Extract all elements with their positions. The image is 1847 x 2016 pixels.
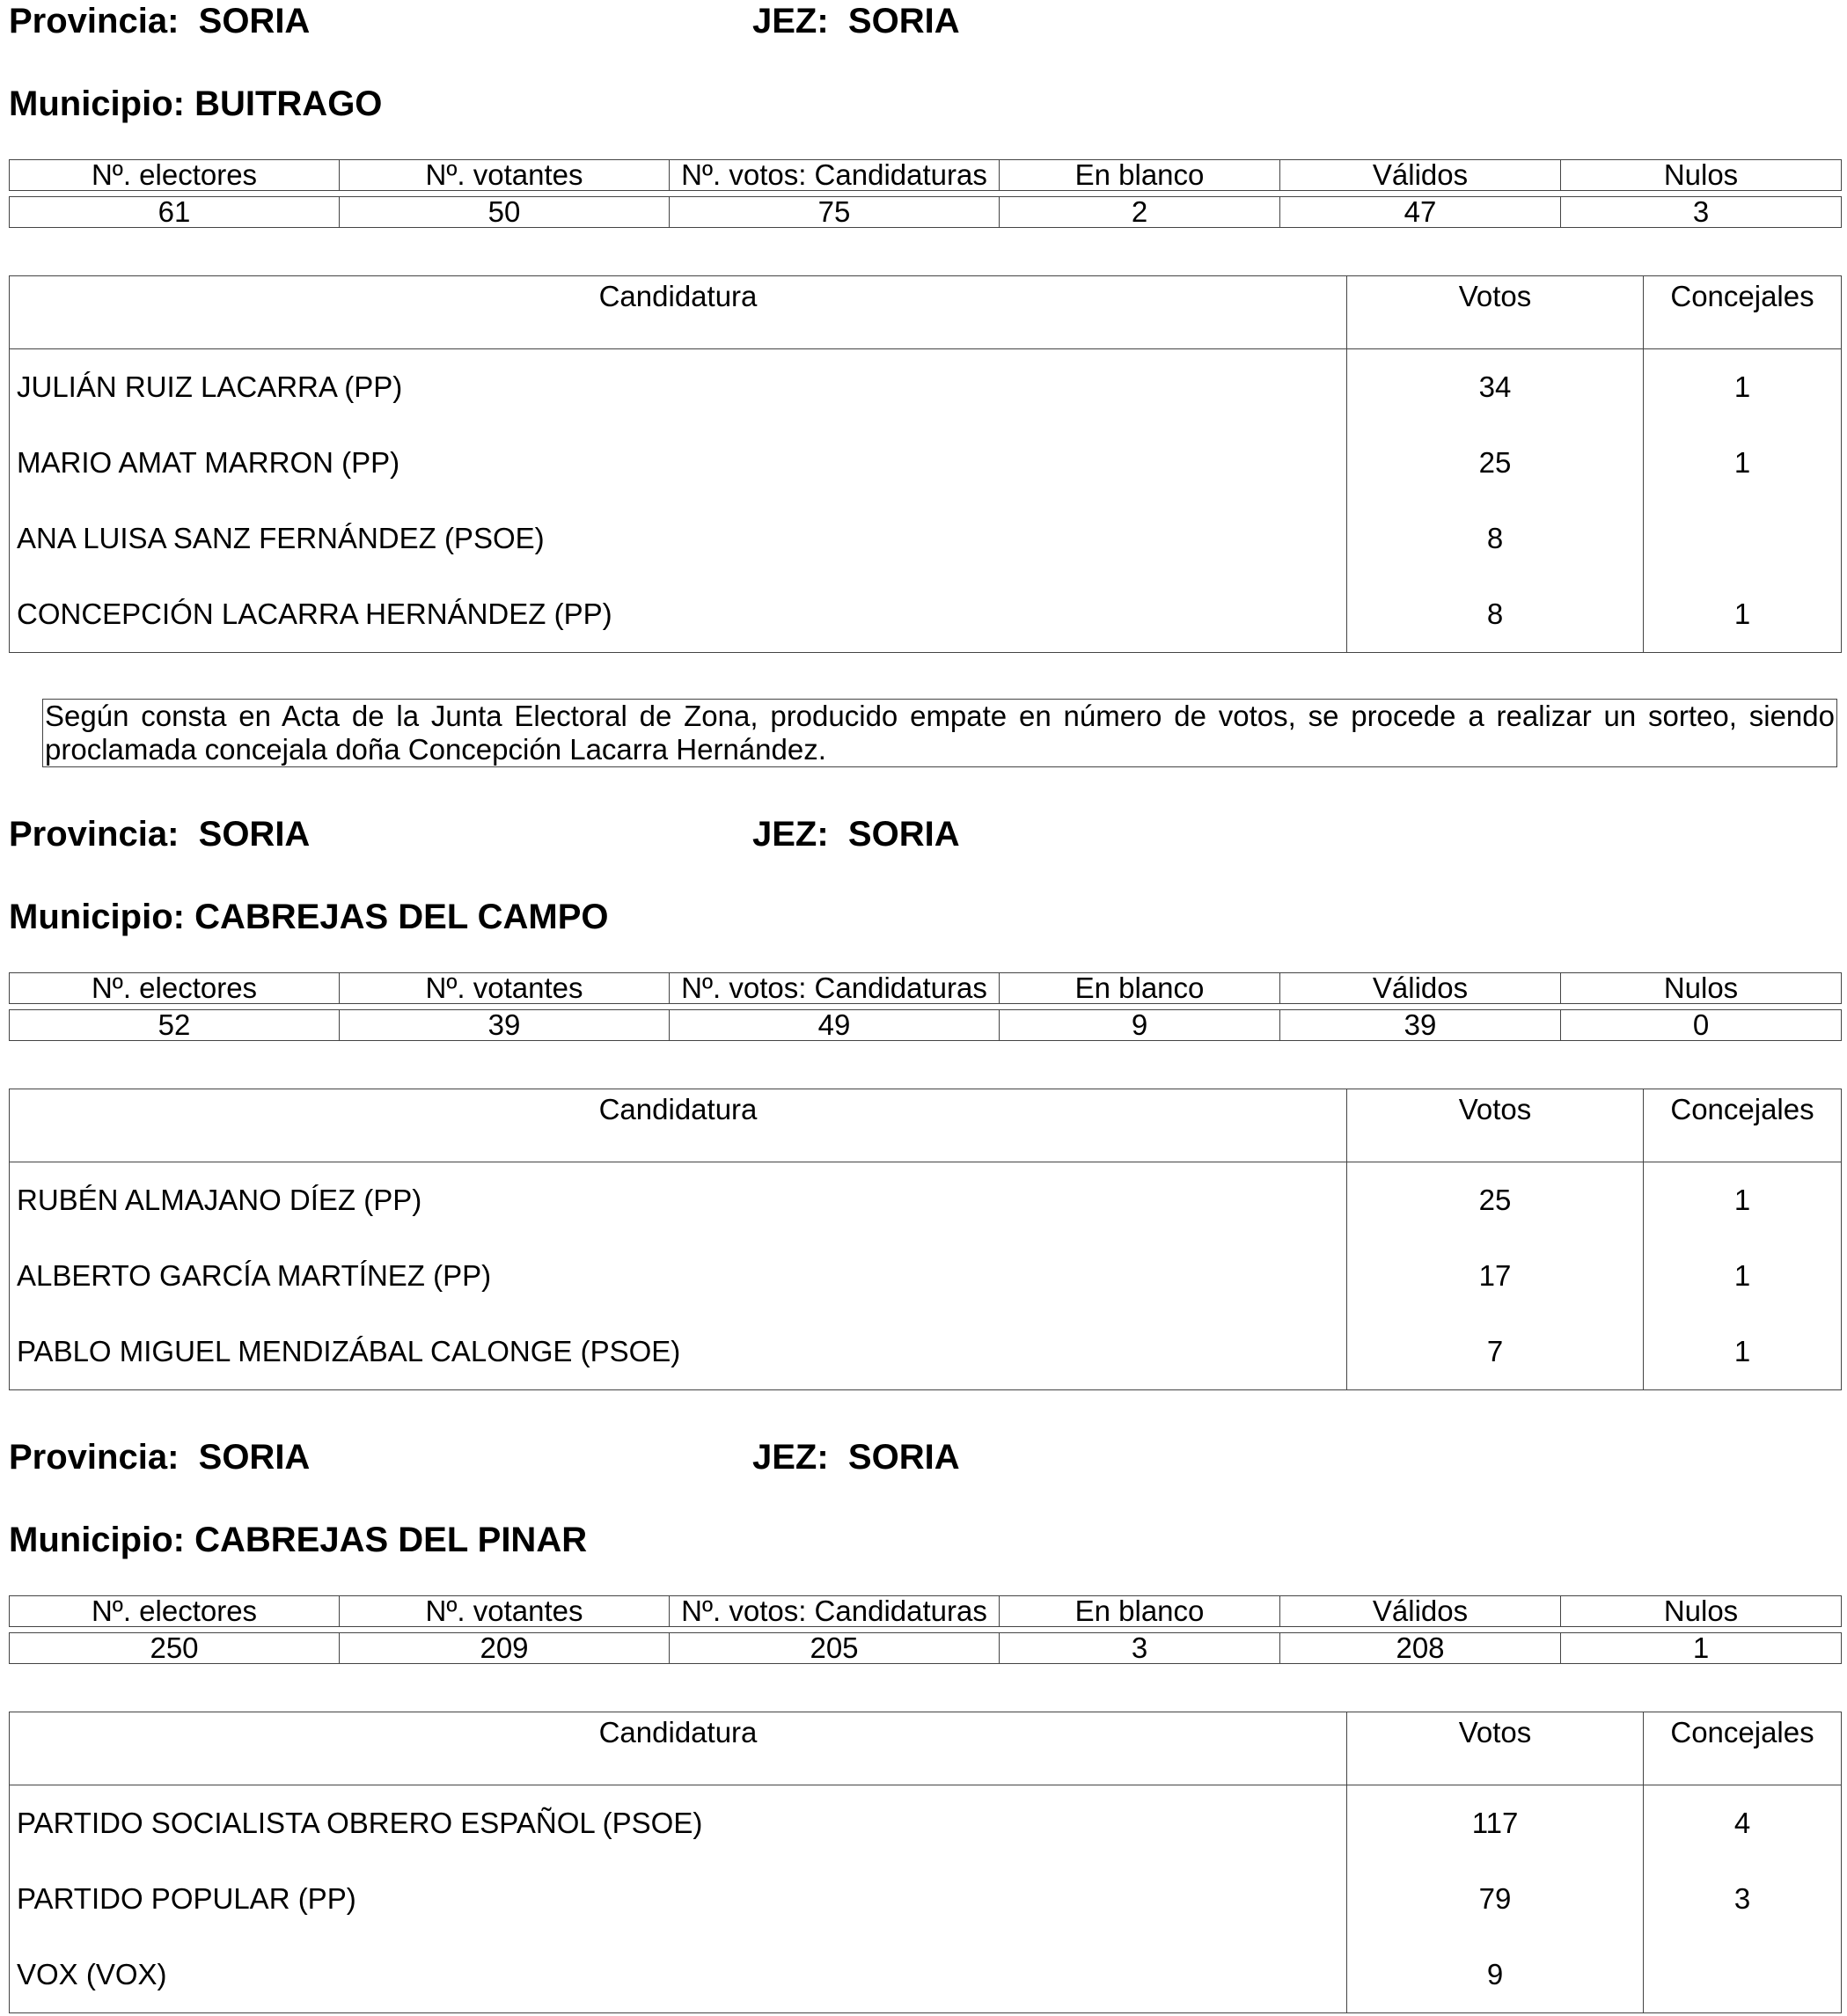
- stats-header-votos: Nº. votos: Candidaturas: [670, 160, 1000, 191]
- candidate-concejales: 1: [1644, 1314, 1842, 1390]
- stats-value-votantes: 50: [340, 197, 670, 228]
- provincia-label: Provincia:: [9, 815, 180, 854]
- municipio-label: Municipio:: [9, 84, 185, 123]
- candidate-concejales: 1: [1644, 425, 1842, 501]
- jez-label: JEZ:: [752, 1438, 829, 1477]
- provincia-value: SORIA: [198, 1438, 311, 1477]
- stats-value-nulos: 1: [1561, 1633, 1842, 1664]
- candidate-votos: 9: [1347, 1937, 1644, 2013]
- candidate-row: [10, 425, 1842, 501]
- jez-group: [752, 1436, 960, 1478]
- candidate-name: PARTIDO POPULAR (PP): [17, 1882, 356, 1915]
- stats-header-nulos: Nulos: [1561, 1596, 1842, 1627]
- stats-value-votos: 205: [670, 1633, 1000, 1664]
- header-concejales: Concejales: [1644, 1712, 1842, 1785]
- candidate-row: [10, 1785, 1842, 1862]
- candidate-votos: 25: [1347, 425, 1644, 501]
- stats-header-electores: Nº. electores: [10, 1596, 340, 1627]
- stats-header-votantes: Nº. votantes: [340, 160, 670, 191]
- provincia-label: Provincia:: [9, 2, 180, 40]
- candidate-concejales: 1: [1644, 1238, 1842, 1314]
- candidate-row: [10, 349, 1842, 426]
- stats-header-blanco: En blanco: [1000, 973, 1280, 1004]
- candidate-concejales: [1644, 501, 1842, 576]
- tie-note: Según consta en Acta de la Junta Electoral de Zona, producido empate en número de votos, se procede a realizar un sorteo, siendo proclamada concejala doña Concepción Lacarra Hernández.: [42, 699, 1837, 767]
- candidate-votos: 79: [1347, 1861, 1644, 1937]
- candidate-votos: 8: [1347, 576, 1644, 653]
- jez-group: [752, 0, 960, 42]
- stats-header-nulos: Nulos: [1561, 973, 1842, 1004]
- stats-value-validos: 208: [1280, 1633, 1561, 1664]
- stats-value-electores: 61: [10, 197, 340, 228]
- candidate-name: RUBÉN ALMAJANO DÍEZ (PP): [17, 1184, 422, 1216]
- candidate-concejales: [1644, 1937, 1842, 2013]
- stats-header-nulos: Nulos: [1561, 160, 1842, 191]
- candidate-name: MARIO AMAT MARRON (PP): [17, 446, 400, 479]
- stats-value-validos: 47: [1280, 197, 1561, 228]
- jez-value: SORIA: [847, 1438, 960, 1477]
- stats-value-votantes: 209: [340, 1633, 670, 1664]
- candidate-votos: 117: [1347, 1785, 1644, 1862]
- stats-header-electores: Nº. electores: [10, 973, 340, 1004]
- stats-table: [9, 972, 1842, 1041]
- candidate-votos: 25: [1347, 1162, 1644, 1239]
- header-candidatura: Candidatura: [10, 276, 1347, 349]
- header-votos: Votos: [1347, 1089, 1644, 1162]
- candidate-name: VOX (VOX): [17, 1958, 167, 1990]
- jez-value: SORIA: [847, 2, 960, 40]
- municipio-value: CABREJAS DEL PINAR: [194, 1521, 588, 1559]
- candidate-name: ANA LUISA SANZ FERNÁNDEZ (PSOE): [17, 522, 545, 554]
- stats-value-votos: 75: [670, 197, 1000, 228]
- municipio-label: Municipio:: [9, 1521, 185, 1559]
- candidate-row: [10, 1238, 1842, 1314]
- candidate-votos: 7: [1347, 1314, 1644, 1390]
- stats-header-validos: Válidos: [1280, 160, 1561, 191]
- stats-value-blanco: 2: [1000, 197, 1280, 228]
- stats-value-votantes: 39: [340, 1010, 670, 1041]
- header-votos: Votos: [1347, 1712, 1644, 1785]
- municipio-label: Municipio:: [9, 898, 185, 936]
- candidates-table: [9, 1089, 1842, 1390]
- stats-table: [9, 1595, 1842, 1664]
- stats-value-row: [10, 197, 1842, 228]
- candidate-votos: 17: [1347, 1238, 1644, 1314]
- candidate-name: PABLO MIGUEL MENDIZÁBAL CALONGE (PSOE): [17, 1335, 681, 1367]
- candidate-name: CONCEPCIÓN LACARRA HERNÁNDEZ (PP): [17, 597, 612, 630]
- header-votos: Votos: [1347, 276, 1644, 349]
- candidate-row: [10, 1162, 1842, 1239]
- candidates-header-row: [10, 276, 1842, 349]
- stats-header-row: [10, 973, 1842, 1004]
- candidates-header-row: [10, 1712, 1842, 1785]
- candidates-header-row: [10, 1089, 1842, 1162]
- candidate-concejales: 4: [1644, 1785, 1842, 1862]
- stats-value-votos: 49: [670, 1010, 1000, 1041]
- candidate-votos: 34: [1347, 349, 1644, 426]
- section-header: [9, 0, 960, 42]
- candidate-concejales: 1: [1644, 1162, 1842, 1239]
- jez-label: JEZ:: [752, 2, 829, 40]
- candidates-table: [9, 1712, 1842, 2013]
- stats-header-electores: Nº. electores: [10, 160, 340, 191]
- stats-header-blanco: En blanco: [1000, 1596, 1280, 1627]
- stats-value-row: [10, 1633, 1842, 1664]
- stats-header-votos: Nº. votos: Candidaturas: [670, 973, 1000, 1004]
- stats-header-votos: Nº. votos: Candidaturas: [670, 1596, 1000, 1627]
- candidate-row: [10, 576, 1842, 653]
- jez-value: SORIA: [847, 815, 960, 854]
- candidate-concejales: 1: [1644, 349, 1842, 426]
- candidate-row: [10, 501, 1842, 576]
- header-candidatura: Candidatura: [10, 1712, 1347, 1785]
- stats-header-validos: Válidos: [1280, 973, 1561, 1004]
- stats-value-electores: 250: [10, 1633, 340, 1664]
- municipio-value: BUITRAGO: [194, 84, 383, 123]
- header-concejales: Concejales: [1644, 276, 1842, 349]
- header-concejales: Concejales: [1644, 1089, 1842, 1162]
- candidate-name: JULIÁN RUIZ LACARRA (PP): [17, 370, 403, 403]
- jez-group: [752, 813, 960, 855]
- provincia-label: Provincia:: [9, 1438, 180, 1477]
- stats-header-validos: Válidos: [1280, 1596, 1561, 1627]
- stats-value-nulos: 0: [1561, 1010, 1842, 1041]
- candidate-row: [10, 1937, 1842, 2013]
- municipio-heading: [9, 896, 609, 938]
- candidate-row: [10, 1861, 1842, 1937]
- candidate-name: ALBERTO GARCÍA MARTÍNEZ (PP): [17, 1259, 492, 1292]
- jez-label: JEZ:: [752, 815, 829, 854]
- header-candidatura: Candidatura: [10, 1089, 1347, 1162]
- stats-value-blanco: 3: [1000, 1633, 1280, 1664]
- stats-value-validos: 39: [1280, 1010, 1561, 1041]
- candidate-votos: 8: [1347, 501, 1644, 576]
- stats-header-row: [10, 1596, 1842, 1627]
- stats-table: [9, 159, 1842, 228]
- stats-value-blanco: 9: [1000, 1010, 1280, 1041]
- candidates-table: [9, 275, 1842, 653]
- stats-header-blanco: En blanco: [1000, 160, 1280, 191]
- section-header: [9, 813, 960, 855]
- candidate-name: PARTIDO SOCIALISTA OBRERO ESPAÑOL (PSOE): [17, 1807, 703, 1839]
- provincia-value: SORIA: [198, 815, 311, 854]
- candidate-concejales: 1: [1644, 576, 1842, 653]
- stats-value-nulos: 3: [1561, 197, 1842, 228]
- municipio-heading: [9, 1519, 587, 1561]
- municipio-heading: [9, 83, 382, 125]
- provincia-value: SORIA: [198, 2, 311, 40]
- section-header: [9, 1436, 960, 1478]
- candidate-concejales: 3: [1644, 1861, 1842, 1937]
- stats-header-votantes: Nº. votantes: [340, 973, 670, 1004]
- candidate-row: [10, 1314, 1842, 1390]
- stats-header-row: [10, 160, 1842, 191]
- stats-value-electores: 52: [10, 1010, 340, 1041]
- municipio-value: CABREJAS DEL CAMPO: [194, 898, 609, 936]
- stats-header-votantes: Nº. votantes: [340, 1596, 670, 1627]
- stats-value-row: [10, 1010, 1842, 1041]
